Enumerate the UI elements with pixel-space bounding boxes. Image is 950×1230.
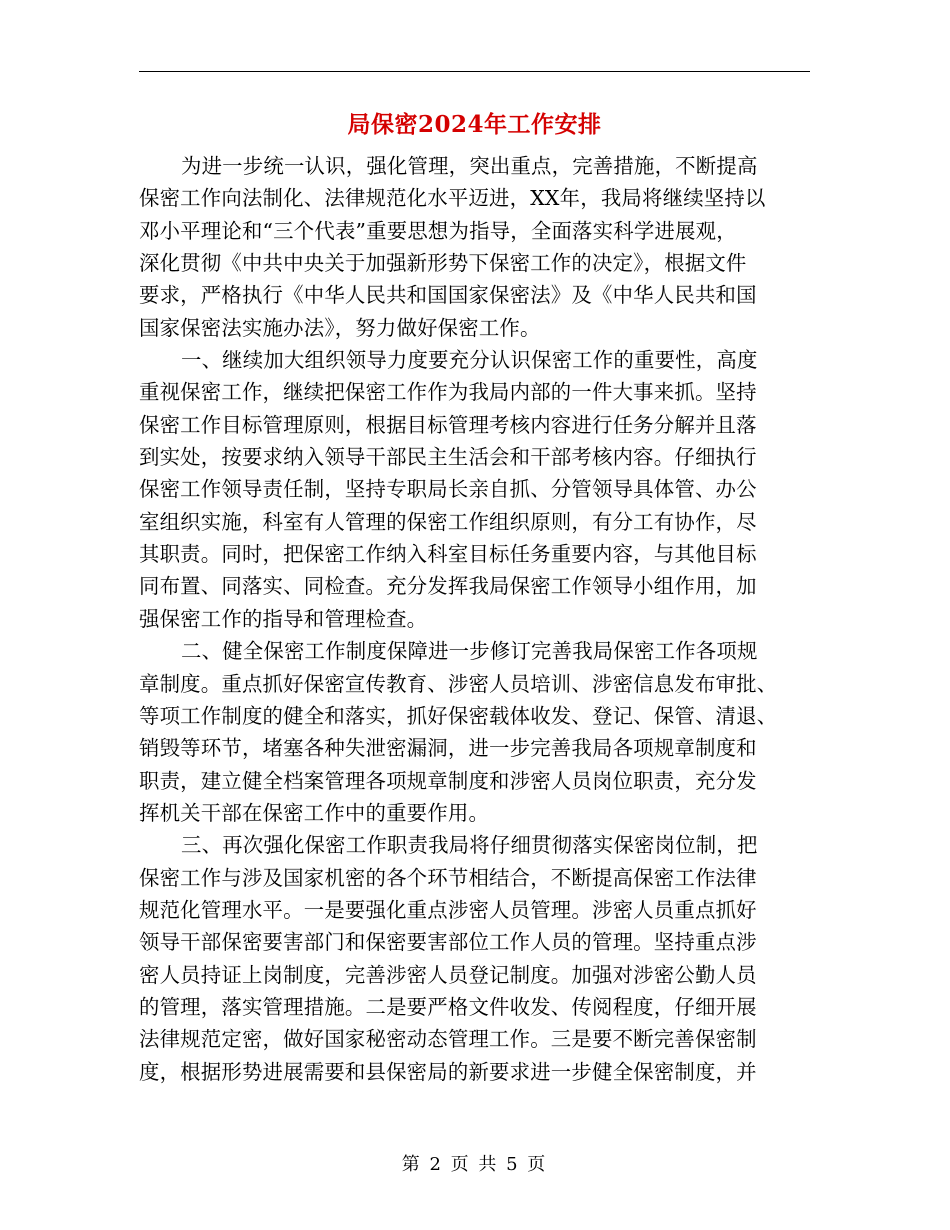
text-line: 重视保密工作，继续把保密工作作为我局内部的一件大事来抓。坚持 [139,380,757,405]
text-line: 密人员持证上岗制度，完善涉密人员登记制度。加强对涉密公勤人员 [139,962,757,987]
text-line: 其职责。同时，把保密工作纳入科室目标任务重要内容，与其他目标 [139,542,757,567]
text-line: 挥机关干部在保密工作中的重要作用。 [139,800,490,825]
text-line: 保密工作领导责任制，坚持专职局长亲自抓、分管领导具体管、办公 [139,477,757,502]
paragraph-intro [139,150,810,344]
text-line: 室组织实施，科室有人管理的保密工作组织原则，有分工有协作，尽 [139,509,757,534]
text-line: 的管理，落实管理措施。二是要严格文件收发、传阅程度，仔细开展 [139,994,757,1019]
text-line: 邓小平理论和“三个代表”重要思想为指导，全面落实科学进展观， [139,218,737,243]
text-line: 销毁等环节，堵塞各种失泄密漏洞，进一步完善我局各项规章制度和 [139,736,757,761]
text-line: 二、健全保密工作制度保障进一步修订完善我局保密工作各项规 [181,639,758,664]
header-rule [139,71,810,72]
text-line: 保密工作向法制化、法律规范化水平迈进，XX年，我局将继续坚持以 [139,186,766,211]
text-line: 职责，建立健全档案管理各项规章制度和涉密人员岗位职责，充分发 [139,768,757,793]
text-line: 保密工作与涉及国家机密的各个环节相结合，不断提高保密工作法律 [139,865,757,890]
text-line: 深化贯彻《中共中央关于加强新形势下保密工作的决定》，根据文件 [139,251,747,276]
text-line: 国家保密法实施办法》，努力做好保密工作。 [139,315,541,340]
text-line: 一、继续加大组织领导力度要充分认识保密工作的重要性，高度 [181,348,758,373]
document-title: 局保密2024年工作安排 [347,111,602,138]
text-line: 章制度。重点抓好保密宣传教育、涉密人员培训、涉密信息发布审批、 [139,671,778,696]
text-line: 规范化管理水平。一是要强化重点涉密人员管理。涉密人员重点抓好 [139,897,757,922]
text-line: 强保密工作的指导和管理检查。 [139,606,428,631]
text-line: 法律规范定密，做好国家秘密动态管理工作。三是要不断完善保密制 [139,1027,757,1052]
text-line: 保密工作目标管理原则，根据目标管理考核内容进行任务分解并且落 [139,412,757,437]
text-line: 领导干部保密要害部门和保密要害部位工作人员的管理。坚持重点涉 [139,930,757,955]
text-line: 等项工作制度的健全和落实，抓好保密载体收发、登记、保管、清退、 [139,703,778,728]
document-body [139,150,810,1088]
paragraph-section-1 [139,344,810,635]
text-line: 要求，严格执行《中华人民共和国国家保密法》及《中华人民共和国 [139,283,757,308]
page-number: 第 2 页 共 5 页 [401,1154,548,1175]
text-line: 三、再次强化保密工作职责我局将仔细贯彻落实保密岗位制，把 [181,833,758,858]
paragraph-section-3 [139,829,810,1088]
text-line: 到实处，按要求纳入领导干部民主生活会和干部考核内容。仔细执行 [139,445,757,470]
text-line: 同布置、同落实、同检查。充分发挥我局保密工作领导小组作用，加 [139,574,757,599]
paragraph-section-2 [139,635,810,829]
text-line: 度，根据形势进展需要和县保密局的新要求进一步健全保密制度，并 [139,1059,757,1084]
text-line: 为进一步统一认识，强化管理，突出重点，完善措施，不断提高 [181,154,758,178]
